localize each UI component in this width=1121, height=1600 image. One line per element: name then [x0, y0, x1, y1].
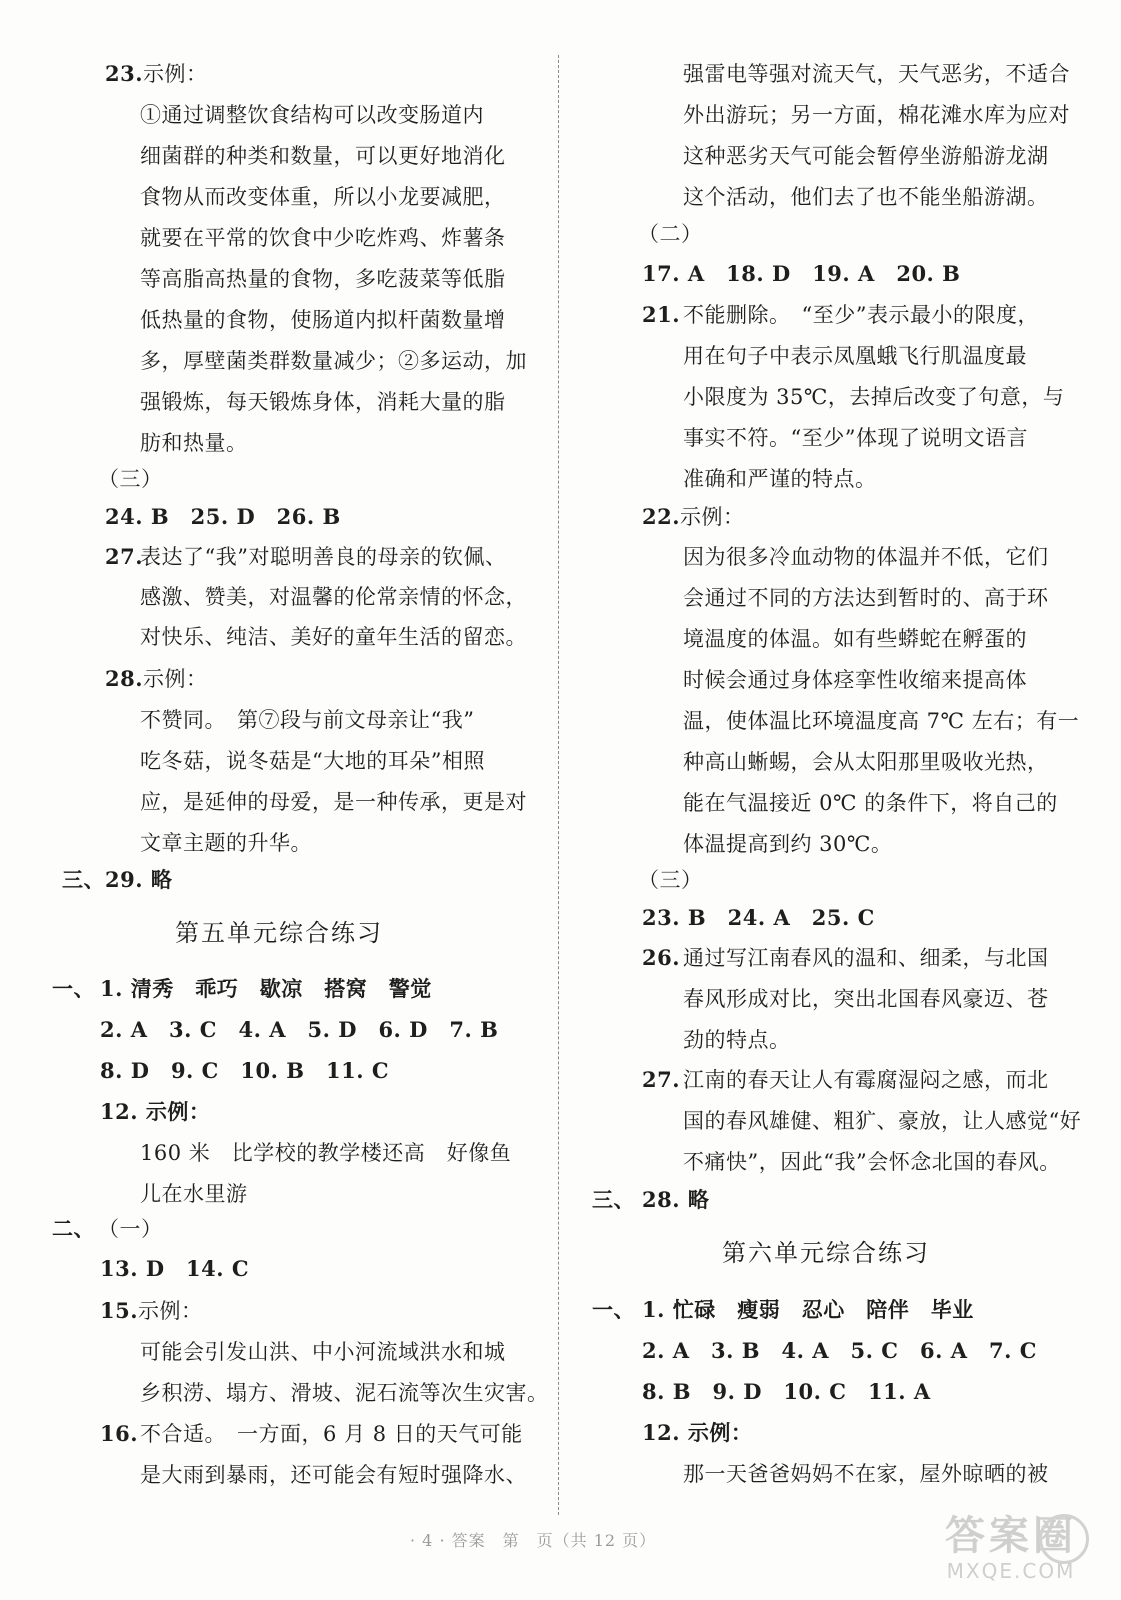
u5-mc-2-7: 2. A 3. C 4. A 5. D 6. D 7. B	[100, 1017, 499, 1042]
column-divider	[558, 55, 559, 1515]
q15-head: 示例：	[138, 1299, 203, 1323]
q16-cont-line-1: 强雷电等强对流天气，天气恶劣，不适合	[683, 62, 1070, 86]
q26-number: 26.	[642, 945, 681, 970]
q22-line-3: 境温度的体温。如有些蟒蛇在孵蛋的	[683, 627, 1027, 651]
u5-section-2-label: 二、	[52, 1216, 95, 1241]
watermark-url: MXQE.COM	[946, 1559, 1076, 1583]
q28-line-3: 应，是延伸的母爱，是一种传承，更是对	[140, 790, 527, 814]
u5-mc-8-11: 8. D 9. C 10. B 11. C	[100, 1058, 390, 1083]
u5-section-1-label: 一、	[52, 976, 95, 1001]
part-2-label: （二）	[638, 222, 703, 246]
left-column	[0, 0, 556, 1600]
q22-line-8: 体温提高到约 30℃。	[683, 832, 893, 856]
q21-line-2: 用在句子中表示凤凰蛾飞行肌温度最	[683, 344, 1027, 368]
q26-line-2: 春风形成对比，突出北国春风豪迈、苍	[683, 987, 1049, 1011]
q21-line-4: 事实不符。“至少”体现了说明文语言	[683, 426, 1028, 450]
q15-number: 15.	[100, 1298, 139, 1323]
q27-line-1: 表达了“我”对聪明善良的母亲的钦佩、	[140, 545, 507, 569]
q22-head: 示例：	[680, 505, 745, 529]
u5-q12-line-1: 160 米 比学校的教学楼还高 好像鱼	[140, 1141, 512, 1165]
q23-number: 23.	[105, 61, 144, 86]
u5-mc-13-14: 13. D 14. C	[100, 1256, 250, 1281]
q28r: 28. 略	[642, 1187, 710, 1212]
q23-line-4: 就要在平常的饮食中少吃炸鸡、炸薯条	[140, 226, 506, 250]
mc-23-25: 23. B 24. A 25. C	[642, 905, 875, 930]
watermark-logo	[911, 1514, 1111, 1592]
q28-line-1: 不赞同。 第⑦段与前文母亲让“我”	[140, 708, 475, 732]
q26-line-1: 通过写江南春风的温和、细柔，与北国	[683, 946, 1049, 970]
q16-cont-line-3: 这种恶劣天气可能会暂停坐游船游龙湖	[683, 144, 1049, 168]
part-1-label: （一）	[98, 1217, 163, 1241]
u6-section-1-label: 一、	[592, 1297, 635, 1322]
q23-line-6: 低热量的食物，使肠道内拟杆菌数量增	[140, 308, 506, 332]
q22-line-7: 能在气温接近 0℃ 的条件下，将自己的	[683, 791, 1058, 815]
mc-24-26: 24. B 25. D 26. B	[105, 504, 341, 529]
q28-number: 28.	[105, 666, 144, 691]
right-column	[562, 0, 1121, 1600]
q15-header	[100, 1297, 203, 1325]
q23-line-7: 多，厚壁菌类群数量减少；②多运动，加	[140, 349, 527, 373]
q27r-line-2: 国的春风雄健、粗犷、豪放，让人感觉“好	[683, 1109, 1082, 1133]
u6-q12-header: 12. 示例：	[642, 1420, 753, 1445]
q23-line-2: 细菌群的种类和数量，可以更好地消化	[140, 144, 506, 168]
watermark-ring-icon	[1039, 1514, 1089, 1564]
q16-number: 16.	[100, 1421, 139, 1446]
q27-line-2: 感激、赞美，对温馨的伦常亲情的怀念，	[140, 585, 527, 609]
u5-q12-line-2: 儿在水里游	[140, 1182, 248, 1206]
q29: 29. 略	[105, 867, 173, 892]
page-footer: · 4 · 答案 第 页（共 12 页）	[410, 1531, 657, 1550]
part-3-label-right: （三）	[638, 868, 703, 892]
q15-line-2: 乡积涝、塌方、滑坡、泥石流等次生灾害。	[140, 1381, 549, 1405]
q16-cont-line-4: 这个活动，他们去了也不能坐船游湖。	[683, 185, 1049, 209]
q28-head: 示例：	[143, 667, 208, 691]
u5-q12-header: 12. 示例：	[100, 1099, 211, 1124]
q27r-line-1: 江南的春天让人有霉腐湿闷之感，而北	[683, 1068, 1049, 1092]
q23-line-9: 肪和热量。	[140, 431, 248, 455]
u6-q1: 1. 忙碌 瘦弱 忍心 陪伴 毕业	[642, 1297, 974, 1322]
q23-header	[105, 60, 208, 88]
q28-line-2: 吃冬菇，说冬菇是“大地的耳朵”相照	[140, 749, 485, 773]
q16-line-1: 不合适。 一方面，6 月 8 日的天气可能	[140, 1422, 523, 1446]
mc-17-20: 17. A 18. D 19. A 20. B	[642, 261, 961, 286]
q26-line-3: 劲的特点。	[683, 1028, 791, 1052]
unit5-title: 第五单元综合练习	[175, 919, 383, 947]
q22-line-1: 因为很多冷血动物的体温并不低，它们	[683, 545, 1049, 569]
q27r-number: 27.	[642, 1067, 681, 1092]
q22-line-6: 种高山蜥蜴，会从太阳那里吸收光热，	[683, 750, 1049, 774]
q28-line-4: 文章主题的升华。	[140, 831, 312, 855]
q15-line-1: 可能会引发山洪、中小河流域洪水和城	[140, 1340, 506, 1364]
q22-line-2: 会通过不同的方法达到暂时的、高于环	[683, 586, 1049, 610]
q28-header	[105, 665, 208, 693]
section-3-label: 三、	[62, 867, 105, 892]
q22-line-5: 温，使体温比环境温度高 7℃ 左右；有一	[683, 709, 1080, 733]
u6-mc-2-7: 2. A 3. B 4. A 5. C 6. A 7. C	[642, 1338, 1037, 1363]
u5-q1: 1. 清秀 乖巧 歇凉 搭窝 警觉	[100, 976, 432, 1001]
u6-q12-line-1: 那一天爸爸妈妈不在家，屋外晾晒的被	[683, 1462, 1049, 1486]
q27r-line-3: 不痛快”，因此“我”会怀念北国的春风。	[683, 1150, 1061, 1174]
section-3-label-right: 三、	[592, 1187, 635, 1212]
q21-line-3: 小限度为 35℃，去掉后改变了句意，与	[683, 385, 1065, 409]
q16-cont-line-2: 外出游玩；另一方面，棉花滩水库为应对	[683, 103, 1070, 127]
q27-number: 27.	[105, 544, 144, 569]
q22-number: 22.	[642, 504, 681, 529]
q23-line-3: 食物从而改变体重，所以小龙要减肥，	[140, 185, 506, 209]
q23-head: 示例：	[143, 62, 208, 86]
q23-line-8: 强锻炼，每天锻炼身体，消耗大量的脂	[140, 390, 506, 414]
q21-number: 21.	[642, 302, 681, 327]
q22-header	[642, 503, 745, 531]
q23-line-5: 等高脂高热量的食物，多吃菠菜等低脂	[140, 267, 506, 291]
q21-line-1: 不能删除。 “至少”表示最小的限度，	[683, 303, 1039, 327]
q22-line-4: 时候会通过身体痉挛性收缩来提高体	[683, 668, 1027, 692]
u6-mc-8-11: 8. B 9. D 10. C 11. A	[642, 1379, 931, 1404]
q27-line-3: 对快乐、纯洁、美好的童年生活的留恋。	[140, 625, 527, 649]
watermark-big: 答案圈	[945, 1513, 1077, 1559]
unit6-title: 第六单元综合练习	[722, 1239, 930, 1267]
q21-line-5: 准确和严谨的特点。	[683, 467, 877, 491]
q23-line-1: ①通过调整饮食结构可以改变肠道内	[140, 103, 484, 127]
q16-line-2: 是大雨到暴雨，还可能会有短时强降水、	[140, 1463, 527, 1487]
part-3-label: （三）	[98, 467, 163, 491]
